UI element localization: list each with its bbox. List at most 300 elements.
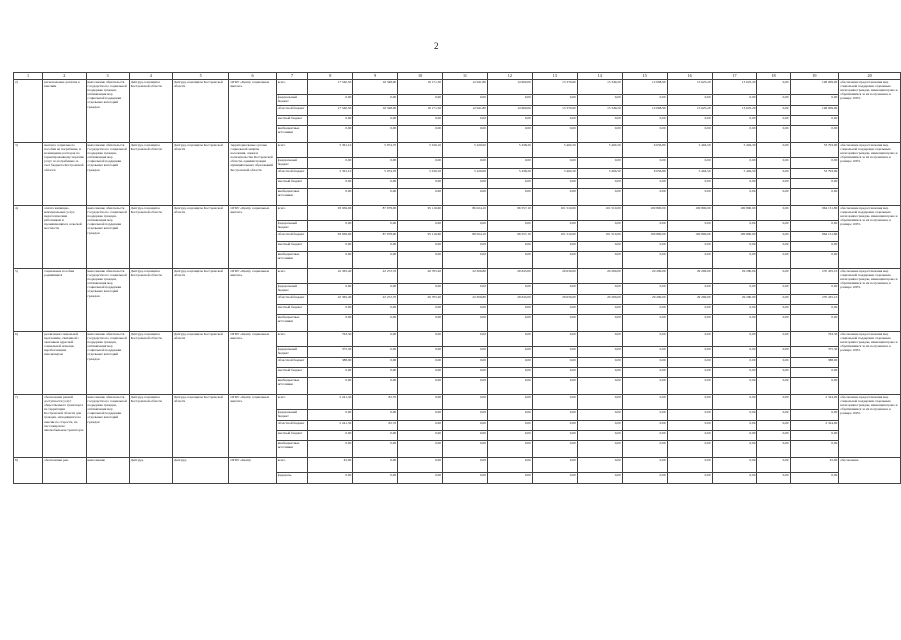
- funding-value: 6 056,80: [622, 169, 667, 179]
- funding-value: 0,00: [790, 189, 839, 206]
- responsible-executor: Депгруд-соцзащиты Костромской области: [172, 143, 229, 206]
- row-number: 4): [14, 206, 43, 269]
- funding-value: 95 116,60: [398, 206, 443, 221]
- participant: ОГКУ «Центр социальных выплат»: [229, 332, 276, 395]
- funding-value: 0,00: [667, 242, 712, 252]
- funding-value: 0,00: [577, 221, 622, 232]
- funding-value: 0,00: [712, 158, 757, 169]
- funding-source: федераль-: [276, 473, 308, 484]
- funding-value: 0,00: [667, 221, 712, 232]
- funding-value: 101 510,00: [532, 232, 577, 242]
- funding-value: 2 241,30: [308, 421, 353, 431]
- funding-value: 0,00: [398, 284, 443, 295]
- funding-value: 0,00: [577, 126, 622, 143]
- funding-value: 0,00: [487, 332, 532, 347]
- funding-value: 45,00: [790, 458, 839, 473]
- funding-value: 0,00: [622, 332, 667, 347]
- funding-value: 0,00: [790, 179, 839, 189]
- funding-value: 0,00: [622, 158, 667, 169]
- funding-value: 0,00: [308, 368, 353, 378]
- funding-value: 0,00: [667, 458, 712, 473]
- funding-value: 13 625,20: [712, 106, 757, 116]
- row-number: 3): [14, 143, 43, 206]
- funding-value: 0,00: [577, 189, 622, 206]
- funding-value: 22 272,70: [353, 295, 398, 305]
- measure-goal: выполнение обязательств государства по социальной поддержке граждан, оптимизация мер социальной поддержки отдельных категорий граждан: [86, 206, 129, 269]
- co-executor: Депгруд-соцзащиты Костромской области: [129, 269, 172, 332]
- funding-value: 0,00: [757, 95, 790, 106]
- funding-value: 0,00: [443, 252, 488, 269]
- funding-value: 0,00: [532, 332, 577, 347]
- funding-value: 0,00: [353, 189, 398, 206]
- funding-value: 29 630,00: [532, 295, 577, 305]
- funding-value: 5 016,10: [398, 169, 443, 179]
- funding-value: 29 645,00: [487, 295, 532, 305]
- funding-value: 0,00: [622, 347, 667, 358]
- funding-value: 0,00: [443, 284, 488, 295]
- funding-source: внебюджетные источники: [276, 441, 308, 458]
- funding-value: 0,00: [353, 95, 398, 106]
- funding-value: 5 404,50: [577, 143, 622, 158]
- funding-value: 0,00: [712, 116, 757, 126]
- funding-value: 5 074,70: [353, 169, 398, 179]
- funding-value: 0,00: [353, 378, 398, 395]
- row-number: 5): [14, 269, 43, 332]
- funding-value: 0,00: [487, 252, 532, 269]
- funding-value: 13 625,20: [667, 106, 712, 116]
- funding-value: 0,00: [398, 368, 443, 378]
- funding-value: 0,00: [487, 315, 532, 332]
- funding-value: 5 361,10: [308, 143, 353, 158]
- funding-value: 0,00: [532, 221, 577, 232]
- funding-value: 0,00: [353, 179, 398, 189]
- funding-value: 964 131,80: [790, 206, 839, 221]
- funding-value: 0,00: [757, 179, 790, 189]
- co-executor: Депгруд-соцзащиты Костромской области: [129, 80, 172, 143]
- funding-value: 29 290,00: [622, 295, 667, 305]
- funding-value: 0,00: [353, 441, 398, 458]
- funding-value: 0,00: [487, 179, 532, 189]
- funding-value: 0,00: [443, 410, 488, 421]
- co-executor: Депгруд-соцзащиты Костромской области: [129, 143, 172, 206]
- column-number: 11: [443, 73, 488, 80]
- funding-value: 0,00: [577, 431, 622, 441]
- funding-value: 6 056,80: [622, 143, 667, 158]
- column-number: 4: [129, 73, 172, 80]
- funding-value: 0,00: [622, 431, 667, 441]
- funding-value: 0,00: [757, 158, 790, 169]
- funding-value: 0,00: [443, 242, 488, 252]
- participant: ОГКУ «Центр социальных выплат»: [229, 395, 276, 458]
- funding-value: 0,00: [487, 368, 532, 378]
- column-number: 8: [308, 73, 353, 80]
- funding-value: 0,00: [712, 458, 757, 473]
- responsible-executor: Депгруд-соцзащиты Костромской области: [172, 80, 229, 143]
- funding-value: 0,00: [712, 431, 757, 441]
- funding-value: 0,00: [577, 358, 622, 368]
- funding-value: 0,00: [577, 158, 622, 169]
- funding-value: 0,00: [398, 378, 443, 395]
- funding-value: 15 379,60: [532, 80, 577, 95]
- funding-value: 29 290,00: [577, 269, 622, 284]
- expected-result: обеспечение: [839, 458, 901, 484]
- funding-value: 0,00: [577, 252, 622, 269]
- funding-value: 0,00: [353, 305, 398, 315]
- funding-value: 0,00: [487, 221, 532, 232]
- funding-value: 101 510,00: [577, 206, 622, 221]
- funding-value: 26 705,20: [398, 269, 443, 284]
- funding-source: всего: [276, 206, 308, 221]
- table-row: [14, 395, 901, 410]
- column-number: 2: [43, 73, 86, 80]
- funding-value: 0,00: [487, 473, 532, 484]
- funding-value: 0,00: [398, 473, 443, 484]
- funding-value: 0,00: [622, 116, 667, 126]
- funding-value: 0,00: [532, 95, 577, 106]
- funding-value: 0,00: [790, 95, 839, 106]
- funding-value: 100 800,00: [712, 206, 757, 221]
- responsible-executor: Депгруд-соцзащиты Костромской области: [172, 332, 229, 395]
- responsible-executor: Депгруд-соцзащиты Костромской области: [172, 269, 229, 332]
- funding-value: 0,00: [757, 143, 790, 158]
- funding-value: 5 438,20: [487, 143, 532, 158]
- measure-goal: выполнение обязательств государства по социальной поддержке граждан, оптимизация мер социальной поддержки отдельных категорий граждан: [86, 80, 129, 143]
- funding-value: 0,00: [487, 431, 532, 441]
- funding-value: 29 630,00: [532, 269, 577, 284]
- table-row: [14, 269, 901, 284]
- funding-value: 0,00: [398, 347, 443, 358]
- funding-value: 17 540,50: [308, 106, 353, 116]
- funding-value: 0,00: [712, 179, 757, 189]
- column-number: 5: [172, 73, 229, 80]
- funding-value: 0,00: [667, 410, 712, 421]
- funding-value: 0,00: [532, 179, 577, 189]
- funding-value: 0,00: [308, 441, 353, 458]
- column-number: 1: [14, 73, 43, 80]
- funding-value: 0,00: [308, 95, 353, 106]
- funding-value: 0,00: [487, 421, 532, 431]
- funding-value: 0,00: [308, 242, 353, 252]
- funding-source: федеральный бюджет: [276, 95, 308, 106]
- funding-value: 29 290,00: [667, 269, 712, 284]
- funding-value: 12 941,80: [443, 106, 488, 116]
- funding-source: местный бюджет: [276, 179, 308, 189]
- participant: ОГКУ «Центр: [229, 458, 276, 484]
- participant: ОГКУ «Центр социальных выплат»: [229, 269, 276, 332]
- measure-name: региональные доплаты к пенсиям: [43, 80, 86, 143]
- funding-value: 0,00: [577, 284, 622, 295]
- funding-value: 0,00: [757, 315, 790, 332]
- funding-value: 0,00: [487, 395, 532, 410]
- funding-value: 5 438,20: [487, 169, 532, 179]
- funding-value: 0,00: [487, 189, 532, 206]
- funding-value: 16 348,00: [353, 80, 398, 95]
- funding-value: 0,00: [487, 378, 532, 395]
- participant: территориальные органы социальной защиты населения, опеки и попечительства Костромской области, администрации муниципальных образований Костромской области: [229, 143, 276, 206]
- funding-value: 0,00: [667, 126, 712, 143]
- funding-value: 0,00: [353, 252, 398, 269]
- responsible-executor: Депгруд-: [172, 458, 229, 484]
- expected-result: обеспечение предоставления мер социальной поддержки отдельным категориям граждан, имеющим право и обратившимся за их получением, в размере 100%: [839, 395, 901, 458]
- funding-value: 0,00: [443, 179, 488, 189]
- funding-value: 0,00: [443, 473, 488, 484]
- column-number: 14: [577, 73, 622, 80]
- funding-value: 5 229,00: [443, 169, 488, 179]
- funding-value: 0,00: [757, 305, 790, 315]
- funding-value: 5 016,10: [398, 143, 443, 158]
- funding-value: 0,00: [443, 441, 488, 458]
- page-number: 2: [434, 41, 439, 51]
- funding-value: 0,00: [353, 158, 398, 169]
- funding-value: 0,00: [398, 126, 443, 143]
- funding-value: 5 404,50: [712, 143, 757, 158]
- funding-value: 0,00: [398, 116, 443, 126]
- program-funding-table: [13, 72, 901, 484]
- funding-value: 0,00: [308, 315, 353, 332]
- funding-value: 964 131,80: [790, 232, 839, 242]
- funding-value: 0,00: [622, 458, 667, 473]
- funding-value: 12 941,80: [443, 80, 488, 95]
- funding-value: 0,00: [398, 221, 443, 232]
- funding-value: 0,00: [757, 269, 790, 284]
- funding-value: 0,00: [790, 378, 839, 395]
- funding-value: 29 290,00: [577, 295, 622, 305]
- column-number: 13: [532, 73, 577, 80]
- column-number-row: [14, 73, 901, 80]
- funding-value: 0,00: [532, 378, 577, 395]
- funding-value: 26 705,20: [398, 295, 443, 305]
- funding-value: 0,00: [577, 395, 622, 410]
- funding-value: 0,00: [667, 252, 712, 269]
- column-number: 16: [667, 73, 712, 80]
- funding-value: 86 024,10: [443, 232, 488, 242]
- funding-value: 0,00: [790, 221, 839, 232]
- funding-value: 0,00: [757, 421, 790, 431]
- table-row: [14, 206, 901, 221]
- funding-source: всего: [276, 395, 308, 410]
- column-number: 19: [790, 73, 839, 80]
- column-number: 9: [353, 73, 398, 80]
- funding-value: 0,00: [757, 410, 790, 421]
- funding-value: 0,00: [757, 189, 790, 206]
- funding-value: 0,00: [712, 315, 757, 332]
- funding-value: 0,00: [532, 189, 577, 206]
- funding-value: 0,00: [443, 126, 488, 143]
- funding-value: 0,00: [353, 431, 398, 441]
- funding-source: всего: [276, 143, 308, 158]
- funding-value: 0,00: [622, 473, 667, 484]
- column-number: 20: [839, 73, 901, 80]
- funding-value: 0,00: [622, 284, 667, 295]
- column-number: 10: [398, 73, 443, 80]
- funding-value: 0,00: [308, 189, 353, 206]
- funding-value: 0,00: [712, 252, 757, 269]
- funding-value: 388,00: [308, 358, 353, 368]
- funding-value: 0,00: [712, 126, 757, 143]
- funding-source: внебюджетные источники: [276, 189, 308, 206]
- funding-value: 0,00: [790, 315, 839, 332]
- funding-value: 15 379,60: [532, 106, 577, 116]
- funding-value: 100 800,00: [622, 206, 667, 221]
- funding-source: местный бюджет: [276, 431, 308, 441]
- funding-value: 0,00: [667, 116, 712, 126]
- funding-value: 0,00: [308, 473, 353, 484]
- funding-value: 270 435,10: [790, 269, 839, 284]
- column-number: 12: [487, 73, 532, 80]
- row-number: 6): [14, 332, 43, 395]
- funding-value: 13 625,20: [712, 80, 757, 95]
- funding-value: 0,00: [790, 441, 839, 458]
- funding-value: 2 241,30: [308, 395, 353, 410]
- funding-value: 0,00: [577, 473, 622, 484]
- funding-value: 0,00: [532, 242, 577, 252]
- funding-value: 2 324,00: [790, 421, 839, 431]
- funding-source: всего: [276, 80, 308, 95]
- funding-value: 0,00: [353, 126, 398, 143]
- funding-value: 0,00: [712, 395, 757, 410]
- funding-value: 22 365,40: [308, 269, 353, 284]
- funding-source: федеральный бюджет: [276, 221, 308, 232]
- funding-value: 0,00: [443, 378, 488, 395]
- funding-value: 0,00: [757, 80, 790, 95]
- funding-value: 0,00: [532, 441, 577, 458]
- funding-value: 0,00: [443, 221, 488, 232]
- funding-value: 0,00: [667, 368, 712, 378]
- funding-value: 0,00: [353, 473, 398, 484]
- funding-value: 0,00: [487, 95, 532, 106]
- funding-value: 0,00: [443, 332, 488, 347]
- funding-value: 0,00: [757, 358, 790, 368]
- funding-value: 0,00: [790, 126, 839, 143]
- funding-value: 0,00: [757, 295, 790, 305]
- funding-value: 0,00: [667, 473, 712, 484]
- funding-value: 0,00: [398, 315, 443, 332]
- funding-value: 15 349,20: [577, 80, 622, 95]
- funding-value: 17 540,50: [308, 80, 353, 95]
- funding-value: 86 024,10: [443, 206, 488, 221]
- funding-value: 0,00: [577, 332, 622, 347]
- funding-value: 0,00: [353, 347, 398, 358]
- column-number: 18: [757, 73, 790, 80]
- funding-value: 0,00: [487, 305, 532, 315]
- funding-value: 29 290,00: [712, 269, 757, 284]
- funding-value: 0,00: [532, 368, 577, 378]
- funding-value: 0,00: [757, 206, 790, 221]
- funding-source: местный бюджет: [276, 368, 308, 378]
- co-executor: Депгруд-соцзащиты Костромской области: [129, 206, 172, 269]
- funding-value: 5 074,70: [353, 143, 398, 158]
- funding-value: 5 404,50: [667, 143, 712, 158]
- funding-value: 388,00: [790, 358, 839, 368]
- column-number: 6: [229, 73, 276, 80]
- funding-value: 0,00: [667, 441, 712, 458]
- funding-value: 0,00: [622, 252, 667, 269]
- funding-value: 0,00: [790, 252, 839, 269]
- funding-value: 5 404,50: [667, 169, 712, 179]
- funding-value: 95 116,60: [398, 232, 443, 242]
- funding-value: 0,00: [622, 126, 667, 143]
- funding-value: 53 793,90: [790, 169, 839, 179]
- funding-value: 0,00: [398, 305, 443, 315]
- funding-value: 5 404,50: [577, 169, 622, 179]
- funding-value: 0,00: [790, 473, 839, 484]
- column-number: 7: [276, 73, 308, 80]
- funding-value: 0,00: [577, 458, 622, 473]
- funding-source: областной бюджет: [276, 169, 308, 179]
- measure-goal: выполнение: [86, 458, 129, 484]
- funding-value: 0,00: [757, 441, 790, 458]
- funding-value: 45,00: [308, 458, 353, 473]
- funding-value: 0,00: [712, 473, 757, 484]
- funding-value: 0,00: [757, 106, 790, 116]
- row-number: 7): [14, 395, 43, 458]
- funding-value: 14 960,00: [487, 80, 532, 95]
- funding-source: областной бюджет: [276, 358, 308, 368]
- funding-value: 87 078,00: [353, 232, 398, 242]
- funding-value: 16 171,50: [398, 80, 443, 95]
- co-executor: Депгруд-соцзащиты Костромской области: [129, 332, 172, 395]
- funding-value: 0,00: [790, 158, 839, 169]
- funding-value: 29 290,00: [622, 269, 667, 284]
- funding-value: 0,00: [532, 126, 577, 143]
- funding-value: 0,00: [353, 458, 398, 473]
- funding-value: 0,00: [667, 431, 712, 441]
- funding-value: 0,00: [577, 347, 622, 358]
- funding-value: 0,00: [712, 421, 757, 431]
- funding-value: 0,00: [353, 242, 398, 252]
- table-row: [14, 143, 901, 158]
- funding-value: 0,00: [712, 305, 757, 315]
- funding-value: 0,00: [443, 458, 488, 473]
- funding-source: внебюджетные источники: [276, 315, 308, 332]
- participant: ОГКУ «Центр социальных выплат»: [229, 206, 276, 269]
- funding-value: 0,00: [757, 126, 790, 143]
- funding-value: 0,00: [712, 95, 757, 106]
- measure-name: выплата социального пособия на погребение, и возмещение расходов по гарантированному перечню услуг по погребению за счет бюджета Костромской области: [43, 143, 86, 206]
- funding-value: 0,00: [667, 95, 712, 106]
- funding-value: 101 510,00: [532, 206, 577, 221]
- funding-value: 0,00: [667, 315, 712, 332]
- funding-source: областной бюджет: [276, 106, 308, 116]
- funding-value: 0,00: [308, 126, 353, 143]
- funding-value: 0,00: [398, 431, 443, 441]
- funding-value: 0,00: [757, 116, 790, 126]
- funding-value: 0,00: [443, 189, 488, 206]
- table-body: [14, 73, 901, 484]
- funding-value: 0,00: [443, 347, 488, 358]
- funding-value: 0,00: [622, 441, 667, 458]
- funding-value: 0,00: [398, 189, 443, 206]
- funding-value: 96 557,10: [487, 232, 532, 242]
- funding-source: местный бюджет: [276, 116, 308, 126]
- funding-value: 148 009,90: [790, 80, 839, 95]
- funding-value: 0,00: [757, 378, 790, 395]
- participant: ОГКУ «Центр социальных выплат»: [229, 80, 276, 143]
- funding-value: 0,00: [487, 458, 532, 473]
- funding-value: 0,00: [757, 431, 790, 441]
- row-number: 2): [14, 80, 43, 143]
- funding-value: 82,70: [353, 421, 398, 431]
- funding-value: 0,00: [487, 410, 532, 421]
- funding-value: 0,00: [443, 395, 488, 410]
- funding-value: 0,00: [532, 458, 577, 473]
- funding-value: 0,00: [622, 221, 667, 232]
- funding-value: 0,00: [667, 158, 712, 169]
- funding-value: 0,00: [398, 332, 443, 347]
- funding-value: 2 324,00: [790, 395, 839, 410]
- funding-value: 0,00: [353, 116, 398, 126]
- funding-value: 13 625,20: [667, 80, 712, 95]
